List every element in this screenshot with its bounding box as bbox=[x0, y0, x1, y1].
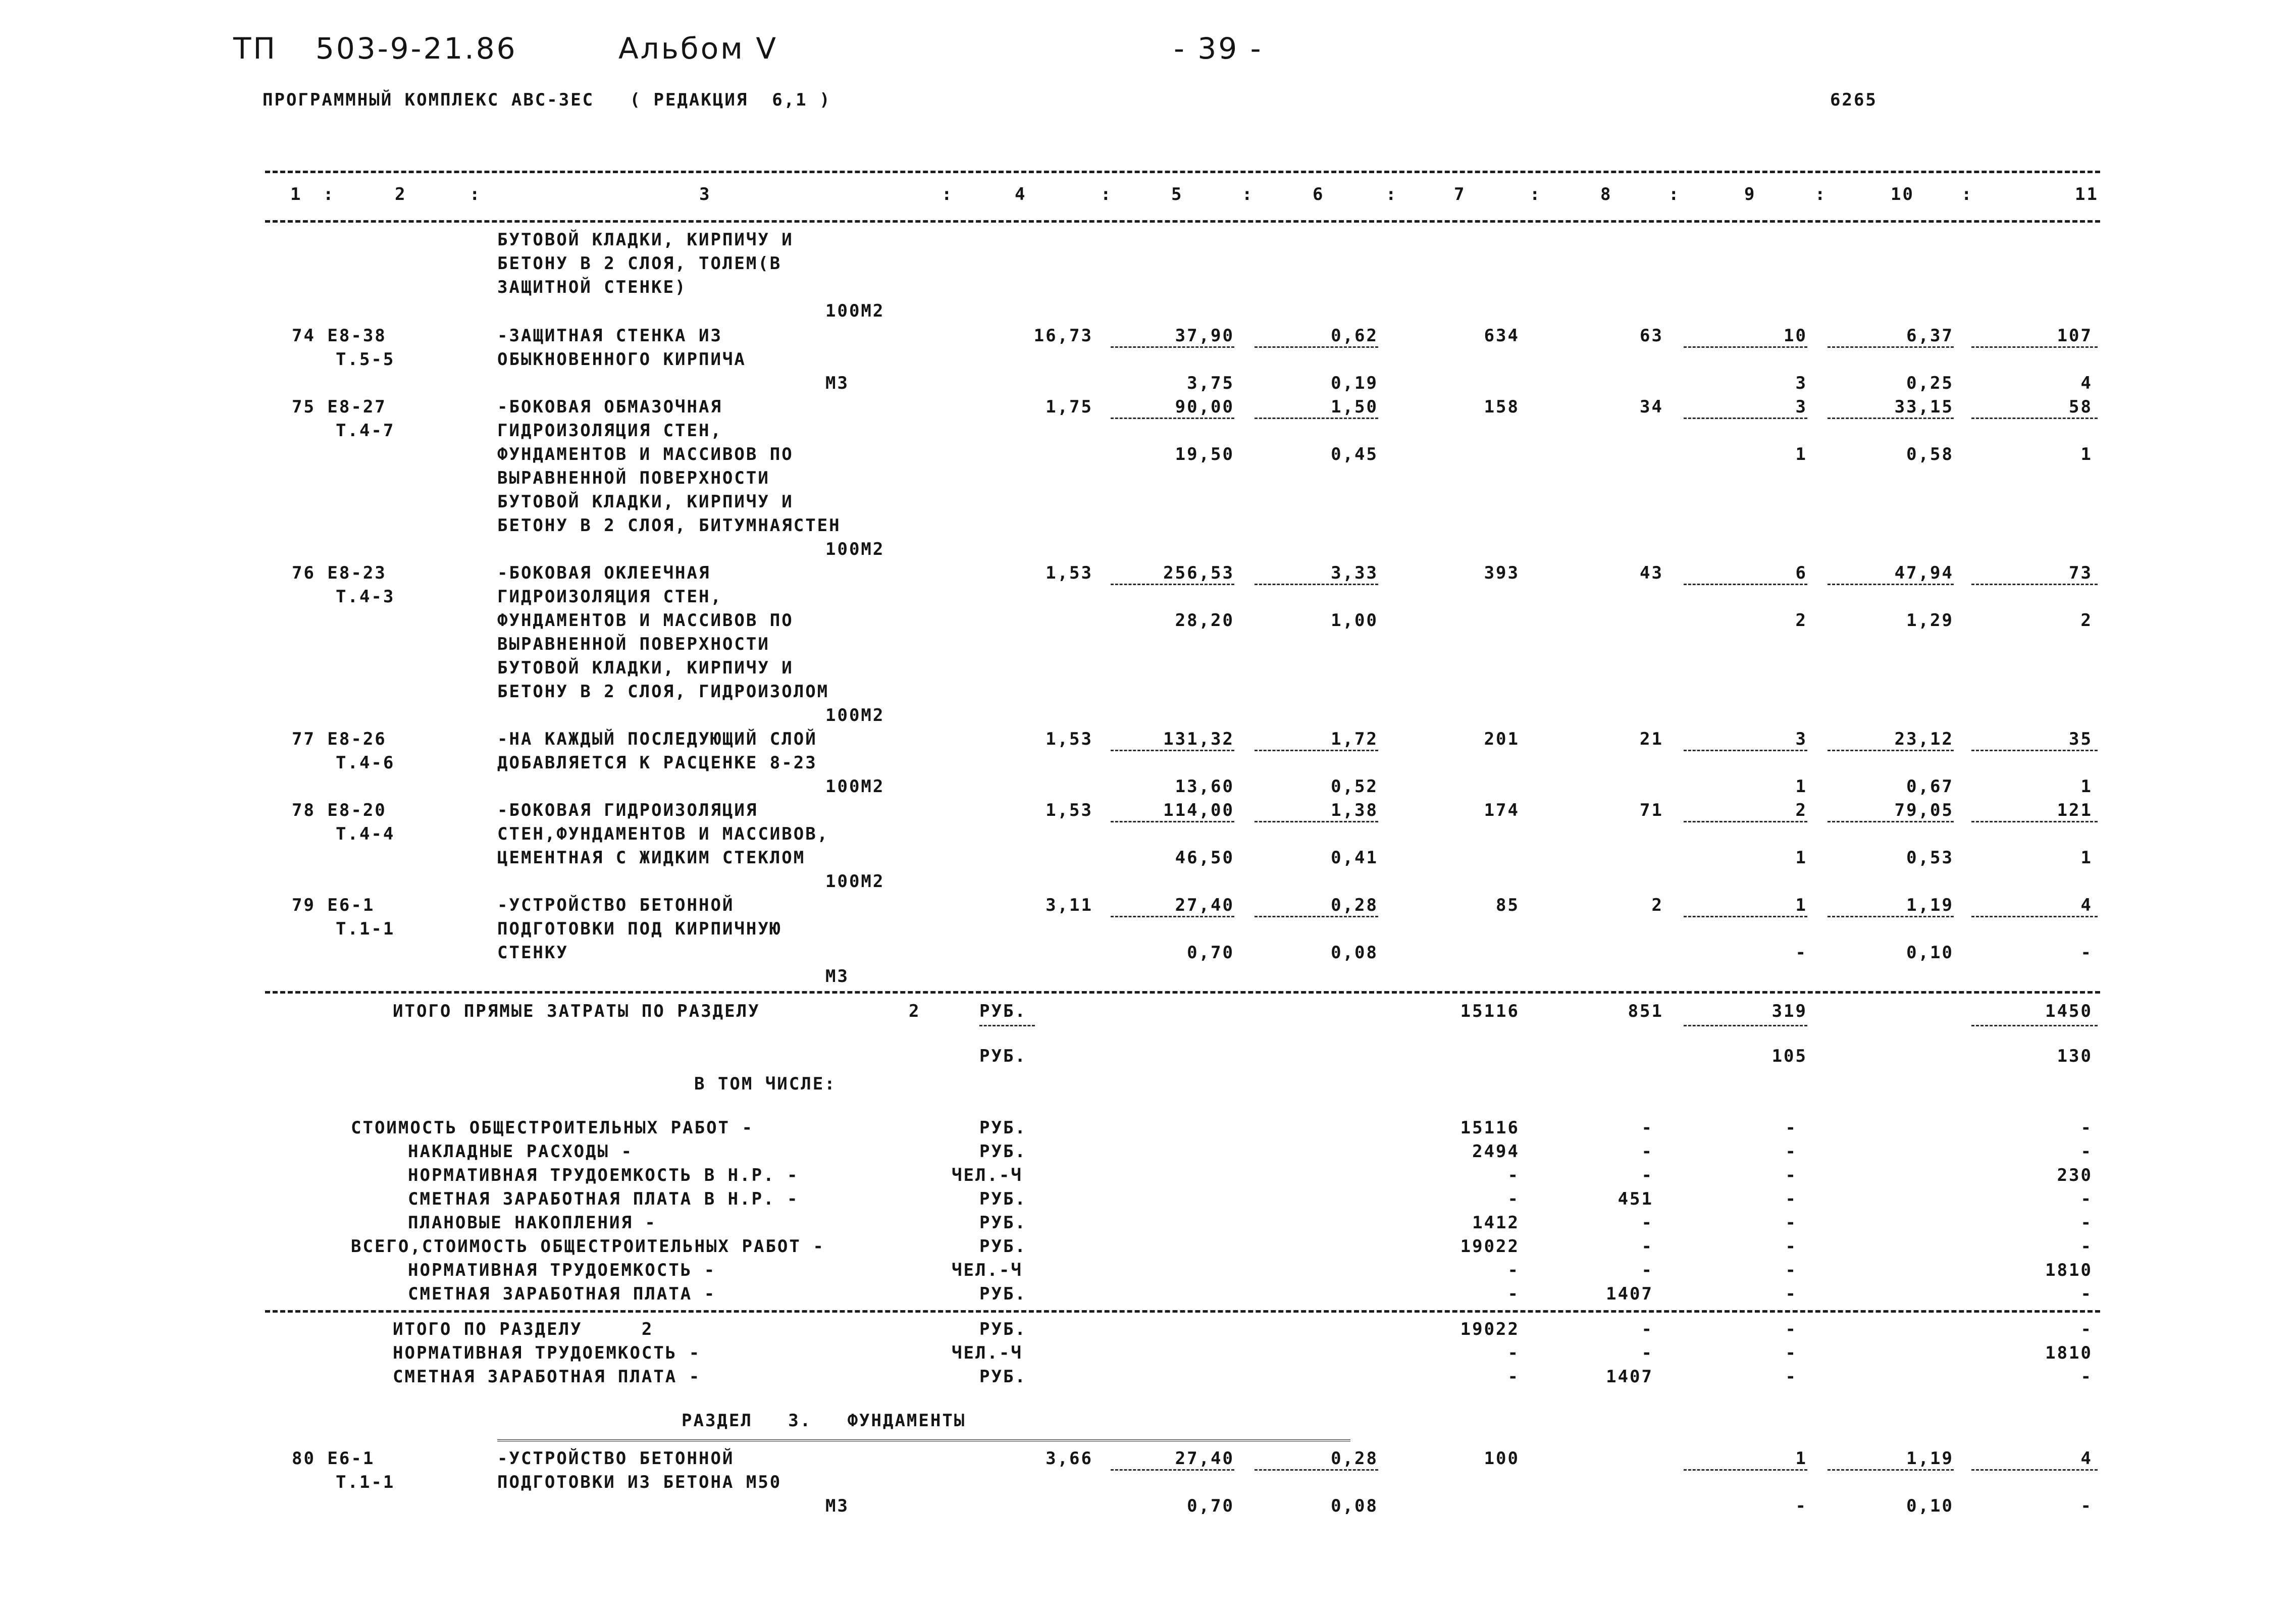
item-secondary-c6: 0,08 bbox=[1331, 1496, 1378, 1516]
section-total-c9: - bbox=[1785, 1343, 1797, 1363]
summary-unit: ЧЕЛ.-Ч bbox=[952, 1165, 1023, 1185]
summary-c8: - bbox=[1641, 1260, 1653, 1280]
direct-total-unit: РУБ. bbox=[979, 1001, 1027, 1021]
item-value-c9: 3 bbox=[1795, 397, 1807, 417]
column-number-1: 1 bbox=[290, 184, 302, 204]
column-separator: : bbox=[1530, 184, 1542, 204]
item-value-c4: 1,53 bbox=[1046, 800, 1093, 820]
summary-c7: 2494 bbox=[1472, 1141, 1520, 1162]
summary-c8: - bbox=[1641, 1141, 1653, 1162]
item-value-c5: 131,32 bbox=[1163, 729, 1234, 749]
summary-c11: - bbox=[2080, 1236, 2093, 1257]
item-ref: Т.4-7 bbox=[336, 421, 395, 441]
summary-c7: - bbox=[1507, 1189, 1520, 1209]
item-value-c6: 3,33 bbox=[1331, 563, 1378, 583]
summary-c7: 1412 bbox=[1472, 1213, 1520, 1233]
in-that-label: В ТОМ ЧИСЛЕ: bbox=[694, 1074, 837, 1094]
item-value-c4: 3,66 bbox=[1046, 1448, 1093, 1469]
column-number-11: 11 bbox=[2075, 184, 2099, 204]
continued-unit: 100М2 bbox=[825, 301, 885, 321]
column-number-3: 3 bbox=[699, 184, 711, 204]
item-value-c6: 0,62 bbox=[1331, 326, 1378, 346]
unit-separator bbox=[979, 1025, 1035, 1026]
section-total-c7: - bbox=[1507, 1367, 1520, 1387]
item-secondary-c11: 1 bbox=[2080, 776, 2093, 797]
item-value-c6: 1,72 bbox=[1331, 729, 1378, 749]
summary-c8: - bbox=[1641, 1165, 1653, 1185]
direct-total-c11: 1450 bbox=[2045, 1001, 2093, 1021]
item-value-c6: 1,38 bbox=[1331, 800, 1378, 820]
item-secondary-c6: 0,45 bbox=[1331, 444, 1378, 464]
subtotal-separator bbox=[1684, 916, 1807, 917]
item-value-c5: 27,40 bbox=[1175, 895, 1234, 915]
item-code: 79 Е6-1 bbox=[292, 895, 375, 915]
subtotal-separator bbox=[1971, 418, 2098, 419]
summary-c11: - bbox=[2080, 1213, 2093, 1233]
summary-c9: - bbox=[1785, 1236, 1797, 1257]
subtotal-separator bbox=[1828, 821, 1954, 822]
subtotal-separator bbox=[1971, 346, 2098, 348]
summary-c11: 1810 bbox=[2045, 1260, 2093, 1280]
direct-total-c9: 319 bbox=[1771, 1001, 1807, 1021]
item-description-line: ЦЕМЕНТНАЯ С ЖИДКИМ СТЕКЛОМ bbox=[497, 848, 806, 868]
summary-c9: - bbox=[1785, 1141, 1797, 1162]
item-secondary-c5: 0,70 bbox=[1187, 1496, 1234, 1516]
item-ref: Т.1-1 bbox=[336, 1472, 395, 1492]
item-value-c7: 100 bbox=[1484, 1448, 1520, 1469]
item-secondary-c10: 0,67 bbox=[1906, 776, 1954, 797]
item-value-c10: 79,05 bbox=[1894, 800, 1954, 820]
section-total-c9: - bbox=[1785, 1319, 1797, 1339]
item-value-c11: 121 bbox=[2057, 800, 2093, 820]
summary-label: НОРМАТИВНАЯ ТРУДОЕМКОСТЬ В Н.Р. - bbox=[408, 1165, 799, 1185]
direct-total-c11b: 130 bbox=[2057, 1046, 2093, 1066]
item-code: 77 Е8-26 bbox=[292, 729, 387, 749]
subtotal-separator bbox=[1684, 418, 1807, 419]
summary-unit: ЧЕЛ.-Ч bbox=[952, 1260, 1023, 1280]
direct-total-c9b: 105 bbox=[1771, 1046, 1807, 1066]
summary-c9: - bbox=[1785, 1260, 1797, 1280]
column-separator: : bbox=[942, 184, 954, 204]
item-description-line: ВЫРАВНЕННОЙ ПОВЕРХНОСТИ bbox=[497, 634, 770, 654]
item-description-line: СТЕНКУ bbox=[497, 943, 568, 963]
section-total-c7: - bbox=[1507, 1343, 1520, 1363]
item-secondary-c6: 0,08 bbox=[1331, 943, 1378, 963]
subtotal-separator bbox=[1684, 1469, 1807, 1471]
item-secondary-c11: 2 bbox=[2080, 610, 2093, 631]
section-total-c7: 19022 bbox=[1460, 1319, 1520, 1339]
section-total-c11: 1810 bbox=[2045, 1343, 2093, 1363]
column-separator: : bbox=[1668, 184, 1681, 204]
item-secondary-c9: 1 bbox=[1795, 776, 1807, 797]
summary-label: НАКЛАДНЫЕ РАСХОДЫ - bbox=[408, 1141, 633, 1162]
item-secondary-c10: 0,53 bbox=[1906, 848, 1954, 868]
item-ref: Т.1-1 bbox=[336, 919, 395, 939]
item-secondary-c5: 13,60 bbox=[1175, 776, 1234, 797]
item-value-c11: 73 bbox=[2069, 563, 2093, 583]
column-number-5: 5 bbox=[1171, 184, 1183, 204]
item-value-c5: 256,53 bbox=[1163, 563, 1234, 583]
section-total-c11: - bbox=[2080, 1367, 2093, 1387]
item-secondary-c10: 0,58 bbox=[1906, 444, 1954, 464]
page-number: - 39 - bbox=[1174, 31, 1263, 66]
item-description-line: -УСТРОЙСТВО БЕТОННОЙ bbox=[497, 895, 735, 915]
item-description-line: ПОДГОТОВКИ ПОД КИРПИЧНУЮ bbox=[497, 919, 782, 939]
item-value-c4: 1,75 bbox=[1046, 397, 1093, 417]
item-description-line: -БОКОВАЯ ОБМАЗОЧНАЯ bbox=[497, 397, 722, 417]
summary-unit: РУБ. bbox=[979, 1236, 1027, 1257]
item-secondary-c11: 1 bbox=[2080, 444, 2093, 464]
subtotal-separator bbox=[1828, 1469, 1954, 1471]
summary-label: СМЕТНАЯ ЗАРАБОТНАЯ ПЛАТА В Н.Р. - bbox=[408, 1189, 799, 1209]
item-value-c9: 10 bbox=[1784, 326, 1807, 346]
project-code: 503-9-21.86 bbox=[316, 31, 517, 66]
item-value-c5: 37,90 bbox=[1175, 326, 1234, 346]
summary-label: СМЕТНАЯ ЗАРАБОТНАЯ ПЛАТА - bbox=[408, 1284, 716, 1304]
item-unit: М3 bbox=[825, 966, 849, 986]
subtotal-separator bbox=[1111, 821, 1234, 822]
item-ref: Т.5-5 bbox=[336, 349, 395, 370]
summary-c9: - bbox=[1785, 1189, 1797, 1209]
item-secondary-c6: 0,41 bbox=[1331, 848, 1378, 868]
item-value-c11: 4 bbox=[2080, 1448, 2093, 1469]
item-code: 78 Е8-20 bbox=[292, 800, 387, 820]
item-value-c10: 23,12 bbox=[1894, 729, 1954, 749]
item-value-c10: 47,94 bbox=[1894, 563, 1954, 583]
subtotal-separator bbox=[1255, 1469, 1378, 1471]
section-total-c8: 1407 bbox=[1606, 1367, 1653, 1387]
item-value-c5: 27,40 bbox=[1175, 1448, 1234, 1469]
item-value-c8: 43 bbox=[1640, 563, 1663, 583]
summary-c11: - bbox=[2080, 1141, 2093, 1162]
item-secondary-c10: 0,25 bbox=[1906, 373, 1954, 393]
item-unit: 100М2 bbox=[825, 871, 885, 892]
item-unit: 100М2 bbox=[825, 776, 885, 797]
summary-unit: РУБ. bbox=[979, 1141, 1027, 1162]
subtotal-separator bbox=[1111, 750, 1234, 751]
subtotal-separator bbox=[1255, 821, 1378, 822]
item-secondary-c11: 4 bbox=[2080, 373, 2093, 393]
item-description-line: -НА КАЖДЫЙ ПОСЛЕДУЮЩИЙ СЛОЙ bbox=[497, 729, 817, 749]
section-total-c8: - bbox=[1641, 1319, 1653, 1339]
section-title-underline bbox=[497, 1439, 1350, 1441]
summary-c7: 15116 bbox=[1460, 1118, 1520, 1138]
item-description-line: -ЗАЩИТНАЯ СТЕНКА ИЗ bbox=[497, 326, 722, 346]
subtotal-separator bbox=[1684, 1025, 1807, 1026]
subtotal-separator bbox=[1684, 346, 1807, 348]
continued-description-line: БУТОВОЙ КЛАДКИ, КИРПИЧУ И bbox=[497, 230, 794, 250]
item-value-c9: 1 bbox=[1795, 1448, 1807, 1469]
item-secondary-c11: 1 bbox=[2080, 848, 2093, 868]
column-separator: : bbox=[469, 184, 482, 204]
item-value-c10: 1,19 bbox=[1906, 895, 1954, 915]
item-value-c7: 634 bbox=[1484, 326, 1520, 346]
column-separator: : bbox=[323, 184, 335, 204]
item-secondary-c9: - bbox=[1795, 1496, 1807, 1516]
item-secondary-c9: - bbox=[1795, 943, 1807, 963]
subtotal-separator bbox=[1828, 750, 1954, 751]
item-secondary-c9: 1 bbox=[1795, 444, 1807, 464]
summary-c8: - bbox=[1641, 1213, 1653, 1233]
section-total-unit: РУБ. bbox=[979, 1367, 1027, 1387]
summary-c7: - bbox=[1507, 1284, 1520, 1304]
column-number-9: 9 bbox=[1744, 184, 1756, 204]
summary-c8: - bbox=[1641, 1236, 1653, 1257]
item-value-c4: 3,11 bbox=[1046, 895, 1093, 915]
summary-c11: - bbox=[2080, 1189, 2093, 1209]
subtotal-separator bbox=[1255, 584, 1378, 585]
item-secondary-c6: 1,00 bbox=[1331, 610, 1378, 631]
direct-total-c7: 15116 bbox=[1460, 1001, 1520, 1021]
subtotal-separator bbox=[1684, 821, 1807, 822]
section-3-title: РАЗДЕЛ 3. ФУНДАМЕНТЫ bbox=[682, 1411, 966, 1431]
column-number-7: 7 bbox=[1454, 184, 1466, 204]
item-value-c8: 21 bbox=[1640, 729, 1663, 749]
summary-label: ПЛАНОВЫЕ НАКОПЛЕНИЯ - bbox=[408, 1213, 657, 1233]
item-code: 74 Е8-38 bbox=[292, 326, 387, 346]
summary-c11: - bbox=[2080, 1118, 2093, 1138]
item-code: 76 Е8-23 bbox=[292, 563, 387, 583]
item-secondary-c5: 0,70 bbox=[1187, 943, 1234, 963]
item-value-c5: 90,00 bbox=[1175, 397, 1234, 417]
item-value-c4: 16,73 bbox=[1033, 326, 1093, 346]
summary-unit: РУБ. bbox=[979, 1213, 1027, 1233]
item-value-c8: 34 bbox=[1640, 397, 1663, 417]
item-secondary-c9: 2 bbox=[1795, 610, 1807, 631]
item-description-line: БУТОВОЙ КЛАДКИ, КИРПИЧУ И bbox=[497, 492, 794, 512]
item-description-line: БУТОВОЙ КЛАДКИ, КИРПИЧУ И bbox=[497, 658, 794, 678]
item-ref: Т.4-4 bbox=[336, 824, 395, 844]
subtotal-separator bbox=[1111, 916, 1234, 917]
subtotal-separator bbox=[1684, 750, 1807, 751]
column-separator: : bbox=[1242, 184, 1254, 204]
item-description-line: ДОБАВЛЯЕТСЯ К РАСЦЕНКЕ 8-23 bbox=[497, 753, 817, 773]
section-total-c11: - bbox=[2080, 1319, 2093, 1339]
subtotal-separator bbox=[1971, 1025, 2098, 1026]
item-secondary-c11: - bbox=[2080, 943, 2093, 963]
summary-c9: - bbox=[1785, 1118, 1797, 1138]
item-value-c5: 114,00 bbox=[1163, 800, 1234, 820]
column-separator: : bbox=[1386, 184, 1398, 204]
subtotal-separator bbox=[1111, 1469, 1234, 1471]
section-total-c9: - bbox=[1785, 1367, 1797, 1387]
subtotal-separator bbox=[1828, 584, 1954, 585]
item-value-c7: 393 bbox=[1484, 563, 1520, 583]
item-value-c11: 107 bbox=[2057, 326, 2093, 346]
subtotal-separator bbox=[1971, 750, 2098, 751]
item-secondary-c10: 0,10 bbox=[1906, 943, 1954, 963]
subtotal-separator bbox=[1828, 418, 1954, 419]
summary-c11: 230 bbox=[2057, 1165, 2093, 1185]
item-description-line: ОБЫКНОВЕННОГО КИРПИЧА bbox=[497, 349, 746, 370]
column-number-10: 10 bbox=[1891, 184, 1914, 204]
item-value-c6: 1,50 bbox=[1331, 397, 1378, 417]
column-separator: : bbox=[1815, 184, 1827, 204]
item-value-c10: 6,37 bbox=[1906, 326, 1954, 346]
item-value-c9: 2 bbox=[1795, 800, 1807, 820]
subtotal-separator bbox=[1684, 584, 1807, 585]
subtotal-separator bbox=[1255, 750, 1378, 751]
summary-c9: - bbox=[1785, 1213, 1797, 1233]
item-secondary-c6: 0,52 bbox=[1331, 776, 1378, 797]
section-rule bbox=[265, 991, 2100, 994]
item-value-c8: 2 bbox=[1651, 895, 1663, 915]
column-separator: : bbox=[1101, 184, 1113, 204]
continued-description-line: ЗАЩИТНОЙ СТЕНКЕ) bbox=[497, 277, 687, 297]
item-value-c9: 3 bbox=[1795, 729, 1807, 749]
item-value-c9: 6 bbox=[1795, 563, 1807, 583]
item-ref: Т.4-3 bbox=[336, 587, 395, 607]
item-value-c7: 85 bbox=[1496, 895, 1520, 915]
summary-c11: - bbox=[2080, 1284, 2093, 1304]
item-value-c7: 174 bbox=[1484, 800, 1520, 820]
summary-unit: РУБ. bbox=[979, 1189, 1027, 1209]
subtotal-separator bbox=[1111, 584, 1234, 585]
item-description-line: -БОКОВАЯ ОКЛЕЕЧНАЯ bbox=[497, 563, 711, 583]
subtotal-separator bbox=[1255, 346, 1378, 348]
header-rule-bottom bbox=[265, 220, 2100, 223]
item-secondary-c10: 1,29 bbox=[1906, 610, 1954, 631]
section-total-unit: ЧЕЛ.-Ч bbox=[952, 1343, 1023, 1363]
item-value-c7: 158 bbox=[1484, 397, 1520, 417]
item-description-line: ВЫРАВНЕННОЙ ПОВЕРХНОСТИ bbox=[497, 468, 770, 488]
item-description-line: СТЕН,ФУНДАМЕНТОВ И МАССИВОВ, bbox=[497, 824, 829, 844]
subtotal-separator bbox=[1111, 346, 1234, 348]
column-number-2: 2 bbox=[395, 184, 407, 204]
section-total-label: ИТОГО ПО РАЗДЕЛУ 2 bbox=[393, 1319, 654, 1339]
direct-total-unit2: РУБ. bbox=[979, 1046, 1027, 1066]
subtotal-separator bbox=[1971, 916, 2098, 917]
item-value-c10: 1,19 bbox=[1906, 1448, 1954, 1469]
summary-c9: - bbox=[1785, 1284, 1797, 1304]
item-value-c11: 35 bbox=[2069, 729, 2093, 749]
subtotal-separator bbox=[1828, 346, 1954, 348]
item-secondary-c10: 0,10 bbox=[1906, 1496, 1954, 1516]
tp-label: ТП bbox=[233, 31, 278, 66]
item-secondary-c6: 0,19 bbox=[1331, 373, 1378, 393]
item-secondary-c9: 1 bbox=[1795, 848, 1807, 868]
item-description-line: ФУНДАМЕНТОВ И МАССИВОВ ПО bbox=[497, 444, 794, 464]
summary-unit: РУБ. bbox=[979, 1284, 1027, 1304]
item-description-line: БЕТОНУ В 2 СЛОЯ, БИТУМНАЯСТЕН bbox=[497, 515, 841, 536]
direct-total-section: 2 bbox=[909, 1001, 921, 1021]
item-secondary-c5: 46,50 bbox=[1175, 848, 1234, 868]
item-unit: М3 bbox=[825, 1496, 849, 1516]
item-value-c8: 71 bbox=[1640, 800, 1663, 820]
subtotal-separator bbox=[1971, 821, 2098, 822]
item-value-c11: 4 bbox=[2080, 895, 2093, 915]
item-value-c9: 1 bbox=[1795, 895, 1807, 915]
summary-unit: РУБ. bbox=[979, 1118, 1027, 1138]
section-total-c8: - bbox=[1641, 1343, 1653, 1363]
item-secondary-c5: 19,50 bbox=[1175, 444, 1234, 464]
column-number-6: 6 bbox=[1313, 184, 1325, 204]
subtotal-separator bbox=[1971, 1469, 2098, 1471]
item-description-line: ГИДРОИЗОЛЯЦИЯ СТЕН, bbox=[497, 421, 722, 441]
item-unit: М3 bbox=[825, 373, 849, 393]
summary-c7: 19022 bbox=[1460, 1236, 1520, 1257]
column-number-4: 4 bbox=[1015, 184, 1027, 204]
header-rule-top bbox=[265, 171, 2100, 173]
item-description-line: -УСТРОЙСТВО БЕТОННОЙ bbox=[497, 1448, 735, 1469]
item-secondary-c5: 28,20 bbox=[1175, 610, 1234, 631]
subtotal-separator bbox=[1255, 418, 1378, 419]
item-description-line: БЕТОНУ В 2 СЛОЯ, ГИДРОИЗОЛОМ bbox=[497, 682, 829, 702]
program-info: ПРОГРАММНЫЙ КОМПЛЕКС АВС-3ЕС ( РЕДАКЦИЯ 6,1 ) bbox=[263, 90, 831, 110]
item-unit: 100М2 bbox=[825, 539, 885, 559]
item-value-c11: 58 bbox=[2069, 397, 2093, 417]
item-code: 80 Е6-1 bbox=[292, 1448, 375, 1469]
item-description-line: ГИДРОИЗОЛЯЦИЯ СТЕН, bbox=[497, 587, 722, 607]
column-separator: : bbox=[1961, 184, 1973, 204]
document-number: 6265 bbox=[1830, 90, 1877, 110]
item-value-c6: 0,28 bbox=[1331, 895, 1378, 915]
item-secondary-c5: 3,75 bbox=[1187, 373, 1234, 393]
section-total-label: НОРМАТИВНАЯ ТРУДОЕМКОСТЬ - bbox=[393, 1343, 701, 1363]
item-value-c7: 201 bbox=[1484, 729, 1520, 749]
item-description-line: -БОКОВАЯ ГИДРОИЗОЛЯЦИЯ bbox=[497, 800, 758, 820]
item-description-line: ФУНДАМЕНТОВ И МАССИВОВ ПО bbox=[497, 610, 794, 631]
summary-label: ВСЕГО,СТОИМОСТЬ ОБЩЕСТРОИТЕЛЬНЫХ РАБОТ - bbox=[351, 1236, 825, 1257]
direct-total-label: ИТОГО ПРЯМЫЕ ЗАТРАТЫ ПО РАЗДЕЛУ bbox=[393, 1001, 760, 1021]
summary-c7: - bbox=[1507, 1260, 1520, 1280]
item-value-c4: 1,53 bbox=[1046, 563, 1093, 583]
item-value-c6: 0,28 bbox=[1331, 1448, 1378, 1469]
summary-label: СТОИМОСТЬ ОБЩЕСТРОИТЕЛЬНЫХ РАБОТ - bbox=[351, 1118, 754, 1138]
album-label: Альбом V bbox=[618, 31, 778, 66]
item-value-c8: 63 bbox=[1640, 326, 1663, 346]
subtotal-separator bbox=[1971, 584, 2098, 585]
subtotal-separator bbox=[1255, 916, 1378, 917]
summary-c7: - bbox=[1507, 1165, 1520, 1185]
section-rule bbox=[265, 1310, 2100, 1313]
column-number-8: 8 bbox=[1600, 184, 1612, 204]
item-value-c10: 33,15 bbox=[1894, 397, 1954, 417]
subtotal-separator bbox=[1111, 418, 1234, 419]
section-total-label: СМЕТНАЯ ЗАРАБОТНАЯ ПЛАТА - bbox=[393, 1367, 701, 1387]
item-secondary-c9: 3 bbox=[1795, 373, 1807, 393]
subtotal-separator bbox=[1828, 916, 1954, 917]
item-code: 75 Е8-27 bbox=[292, 397, 387, 417]
item-value-c4: 1,53 bbox=[1046, 729, 1093, 749]
summary-c8: 451 bbox=[1617, 1189, 1653, 1209]
item-unit: 100М2 bbox=[825, 705, 885, 725]
item-ref: Т.4-6 bbox=[336, 753, 395, 773]
continued-description-line: БЕТОНУ В 2 СЛОЯ, ТОЛЕМ(В bbox=[497, 253, 782, 274]
section-total-unit: РУБ. bbox=[979, 1319, 1027, 1339]
summary-c8: 1407 bbox=[1606, 1284, 1653, 1304]
summary-label: НОРМАТИВНАЯ ТРУДОЕМКОСТЬ - bbox=[408, 1260, 716, 1280]
item-description-line: ПОДГОТОВКИ ИЗ БЕТОНА М50 bbox=[497, 1472, 782, 1492]
summary-c8: - bbox=[1641, 1118, 1653, 1138]
item-secondary-c11: - bbox=[2080, 1496, 2093, 1516]
direct-total-c8: 851 bbox=[1628, 1001, 1663, 1021]
summary-c9: - bbox=[1785, 1165, 1797, 1185]
